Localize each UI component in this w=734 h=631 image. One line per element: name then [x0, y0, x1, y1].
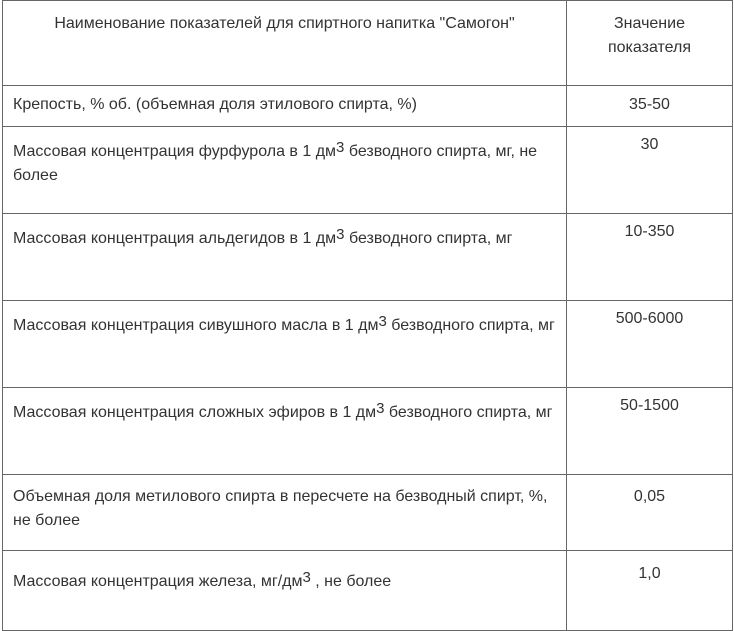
header-indicator-name: Наименование показателей для спиртного напитка "Самогон" — [3, 1, 567, 86]
table-row — [3, 551, 733, 631]
unit-exponent: 3 — [336, 139, 345, 156]
indicator-name — [3, 127, 567, 214]
indicator-name-suffix: безводного спирта, мг — [384, 404, 553, 421]
indicator-name-suffix: , не более — [310, 573, 392, 590]
indicator-name — [3, 475, 567, 551]
indicator-name-text: Объемная доля метилового спирта в пересчете на безводный спирт, %, не более — [13, 488, 548, 529]
table-row — [3, 388, 733, 475]
indicator-name-suffix: безводного спирта, мг, не более — [13, 143, 538, 184]
indicator-name-text: Массовая концентрация железа, мг/дм — [13, 573, 303, 590]
indicator-name — [3, 388, 567, 475]
indicator-name-suffix: безводного спирта, мг — [344, 230, 513, 247]
unit-exponent: 3 — [376, 400, 385, 417]
unit-exponent: 3 — [336, 226, 345, 243]
indicator-name-text: Массовая концентрация альдегидов в 1 дм — [13, 230, 337, 247]
indicator-name — [3, 551, 567, 631]
indicator-name-text: Массовая концентрация фурфурола в 1 дм — [13, 143, 337, 160]
indicator-name — [3, 214, 567, 301]
table-row — [3, 127, 733, 214]
table-row — [3, 86, 733, 127]
indicator-value: 35-50 — [567, 86, 733, 127]
unit-exponent: 3 — [378, 313, 387, 330]
indicator-value: 0,05 — [567, 475, 733, 551]
table-header-row — [3, 1, 733, 86]
indicator-value: 50-1500 — [567, 388, 733, 475]
indicator-name — [3, 301, 567, 388]
header-indicator-value: Значение показателя — [567, 1, 733, 86]
indicator-value: 30 — [567, 127, 733, 214]
indicator-name-text: Массовая концентрация сивушного масла в 1 дм — [13, 317, 379, 334]
indicator-name — [3, 86, 567, 127]
spirits-indicators-table — [2, 0, 733, 631]
indicator-name-text: Массовая концентрация сложных эфиров в 1 дм — [13, 404, 377, 421]
table-row — [3, 301, 733, 388]
table-row — [3, 214, 733, 301]
unit-exponent: 3 — [302, 569, 311, 586]
indicator-value: 500-6000 — [567, 301, 733, 388]
table-row — [3, 475, 733, 551]
indicator-value: 1,0 — [567, 551, 733, 631]
indicator-name-text: Крепость, % об. (объемная доля этилового спирта, %) — [13, 96, 417, 113]
indicator-value: 10-350 — [567, 214, 733, 301]
indicator-name-suffix: безводного спирта, мг — [386, 317, 555, 334]
